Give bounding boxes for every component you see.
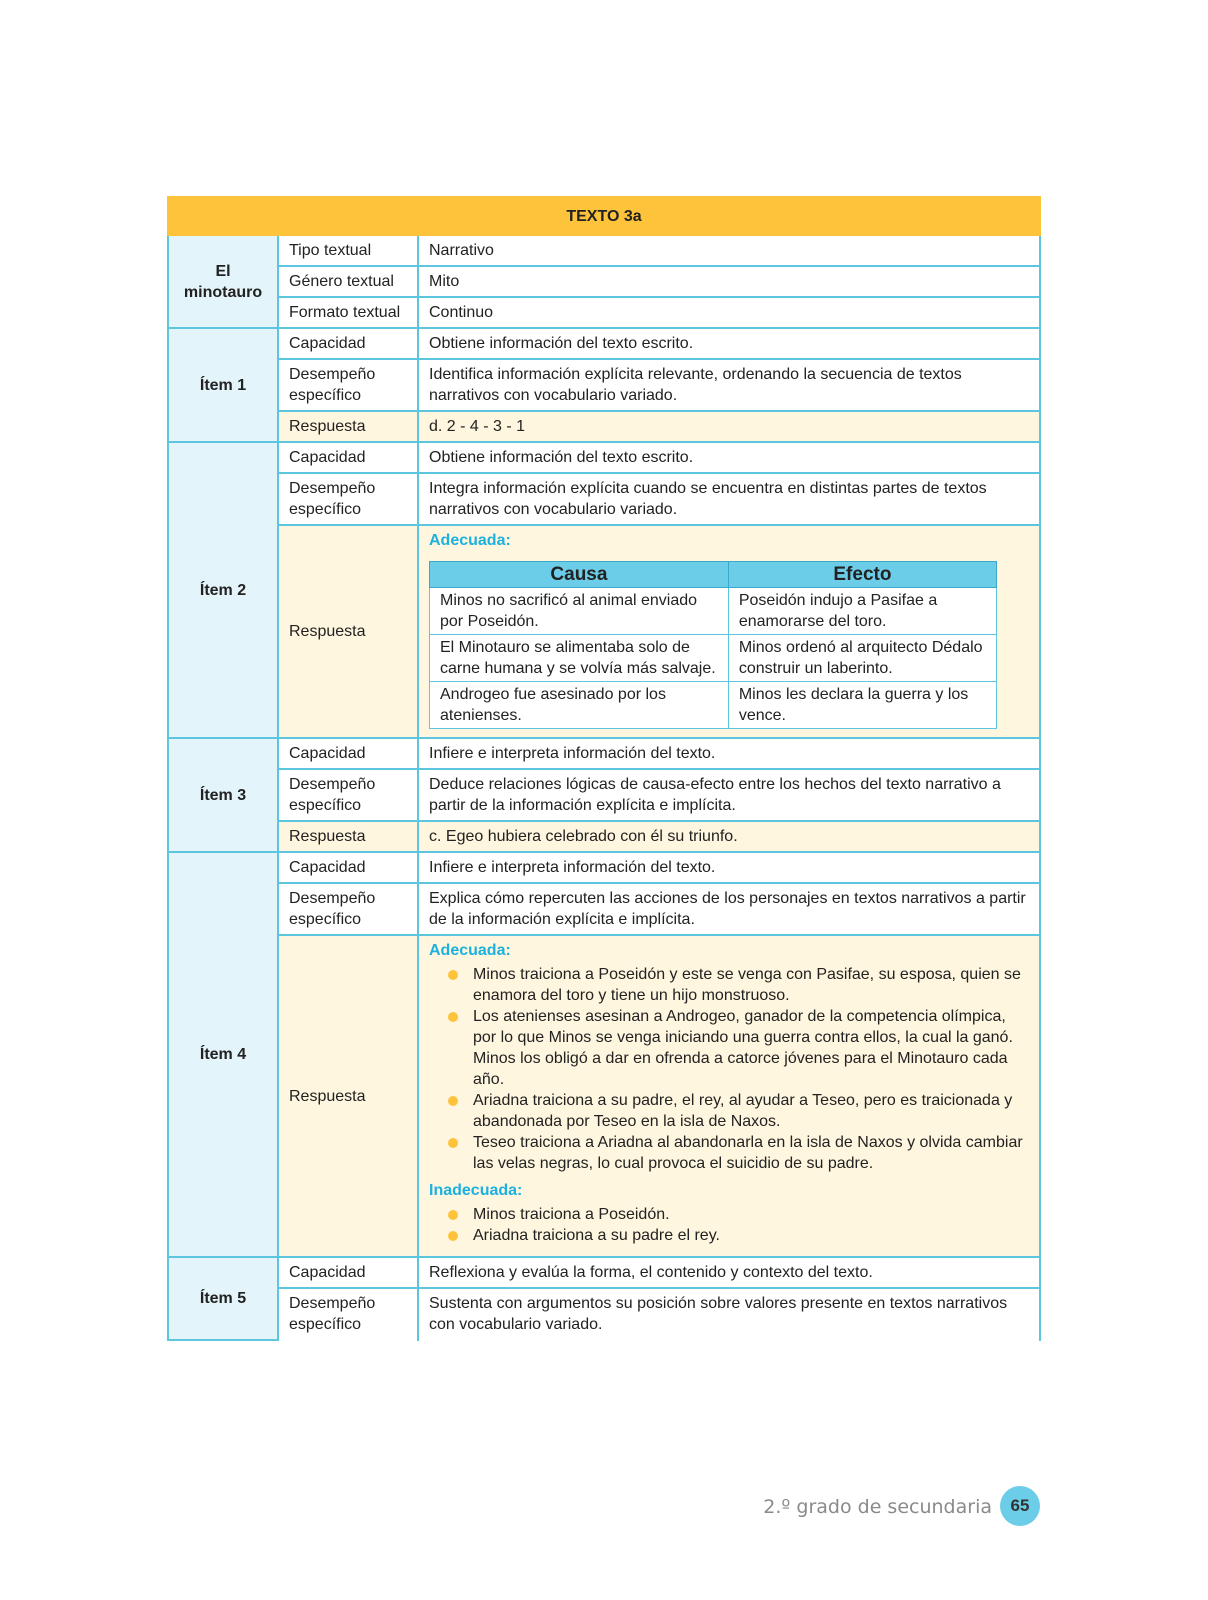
table-title-row	[168, 197, 1040, 235]
row-label: Género textual	[278, 266, 418, 297]
row-label: Respuesta	[278, 935, 418, 1257]
table-row	[430, 682, 997, 729]
row-label: Capacidad	[278, 1257, 418, 1288]
effect-cell: Minos les declara la guerra y los vence.	[728, 682, 996, 729]
row-label: Respuesta	[278, 411, 418, 442]
list-item: Minos traiciona a Poseidón.	[429, 1204, 1029, 1225]
table-row	[168, 266, 1040, 297]
list-item: Teseo traiciona a Ariadna al abandonarla en la isla de Naxos y olvida cambiar las velas negras, lo cual provoca el suicidio de su padre.	[429, 1132, 1029, 1174]
row-value: Explica cómo repercuten las acciones de los personajes en textos narrativos a partir de la información explícita e implícita.	[418, 883, 1040, 935]
adecuada-label: Adecuada:	[429, 532, 511, 549]
row-label: Desempeño específico	[278, 769, 418, 821]
cause-effect-header	[430, 562, 997, 588]
table-row	[168, 328, 1040, 359]
table-row	[430, 588, 997, 635]
row-value: Mito	[418, 266, 1040, 297]
table-row	[168, 1288, 1040, 1340]
answer-value: d. 2 - 4 - 3 - 1	[418, 411, 1040, 442]
table-row	[168, 1257, 1040, 1288]
row-value: Reflexiona y evalúa la forma, el contenido y contexto del texto.	[418, 1257, 1040, 1288]
list-item: Ariadna traiciona a su padre el rey.	[429, 1225, 1029, 1246]
cause-cell: Minos no sacrificó al animal enviado por Poseidón.	[430, 588, 729, 635]
inadecuada-label: Inadecuada:	[429, 1182, 523, 1199]
row-label: Desempeño específico	[278, 1288, 418, 1340]
adecuada-label: Adecuada:	[429, 942, 511, 959]
answer-cell	[418, 525, 1040, 738]
row-label: Desempeño específico	[278, 883, 418, 935]
table-row	[168, 442, 1040, 473]
effect-cell: Poseidón indujo a Pasifae a enamorarse del toro.	[728, 588, 996, 635]
item-label: Ítem 3	[168, 738, 278, 852]
row-label: Capacidad	[278, 328, 418, 359]
grade-label: 2.º grado de secundaria	[763, 1496, 992, 1518]
row-label: Capacidad	[278, 738, 418, 769]
list-item: Los atenienses asesinan a Androgeo, ganador de la competencia olímpica, por lo que Minos se venga iniciando una guerra contra ellos, la cual la ganó. Minos los obligó a dar en ofrenda a catorce jóvenes para el Minotauro cada año.	[429, 1006, 1029, 1090]
page-footer	[700, 1486, 1040, 1530]
list-item: Minos traiciona a Poseidón y este se venga con Pasifae, su esposa, quien se enamora del toro y tiene un hijo monstruoso.	[429, 964, 1029, 1006]
table-row	[168, 297, 1040, 328]
item-label: Ítem 1	[168, 328, 278, 442]
row-value: Identifica información explícita relevante, ordenando la secuencia de textos narrativos con vocabulario variado.	[418, 359, 1040, 411]
group-label: El minotauro	[168, 235, 278, 328]
row-value: Continuo	[418, 297, 1040, 328]
table-row	[168, 935, 1040, 1257]
answer-cell	[418, 935, 1040, 1257]
cause-cell: El Minotauro se alimentaba solo de carne humana y se volvía más salvaje.	[430, 635, 729, 682]
item-label: Ítem 2	[168, 442, 278, 738]
row-value: Obtiene información del texto escrito.	[418, 328, 1040, 359]
row-value: Narrativo	[418, 235, 1040, 266]
table-row	[168, 359, 1040, 411]
row-value: Integra información explícita cuando se encuentra en distintas partes de textos narrativos con vocabulario variado.	[418, 473, 1040, 525]
item-label: Ítem 5	[168, 1257, 278, 1340]
table-row	[168, 769, 1040, 821]
cause-cell: Androgeo fue asesinado por los atenienses.	[430, 682, 729, 729]
table-row	[168, 235, 1040, 266]
adecuada-list	[429, 964, 1029, 1174]
table-row	[168, 883, 1040, 935]
effect-cell: Minos ordenó al arquitecto Dédalo construir un laberinto.	[728, 635, 996, 682]
row-value: Deduce relaciones lógicas de causa-efecto entre los hechos del texto narrativo a partir de la información explícita e implícita.	[418, 769, 1040, 821]
table-title: TEXTO 3a	[168, 197, 1040, 235]
header-effect: Efecto	[728, 562, 996, 588]
row-value: Obtiene información del texto escrito.	[418, 442, 1040, 473]
row-label: Formato textual	[278, 297, 418, 328]
row-label: Desempeño específico	[278, 473, 418, 525]
row-label: Respuesta	[278, 821, 418, 852]
list-item: Ariadna traiciona a su padre, el rey, al ayudar a Teseo, pero es traicionada y abandonada por Teseo en la isla de Naxos.	[429, 1090, 1029, 1132]
table-row	[168, 411, 1040, 442]
page-number: 65	[1000, 1486, 1040, 1526]
table-row	[168, 525, 1040, 738]
table-row	[168, 738, 1040, 769]
table-row	[430, 635, 997, 682]
header-cause: Causa	[430, 562, 729, 588]
rubric-sheet	[167, 196, 1039, 1341]
row-value: Infiere e interpreta información del texto.	[418, 852, 1040, 883]
cause-effect-table	[429, 561, 997, 729]
row-label: Capacidad	[278, 442, 418, 473]
rubric-table	[167, 196, 1041, 1341]
table-row	[168, 473, 1040, 525]
row-label: Respuesta	[278, 525, 418, 738]
answer-value: c. Egeo hubiera celebrado con él su triunfo.	[418, 821, 1040, 852]
item-label: Ítem 4	[168, 852, 278, 1257]
row-label: Desempeño específico	[278, 359, 418, 411]
table-row	[168, 852, 1040, 883]
row-value: Sustenta con argumentos su posición sobre valores presente en textos narrativos con vocabulario variado.	[418, 1288, 1040, 1340]
row-label: Tipo textual	[278, 235, 418, 266]
inadecuada-list	[429, 1204, 1029, 1246]
table-row	[168, 821, 1040, 852]
row-label: Capacidad	[278, 852, 418, 883]
row-value: Infiere e interpreta información del texto.	[418, 738, 1040, 769]
